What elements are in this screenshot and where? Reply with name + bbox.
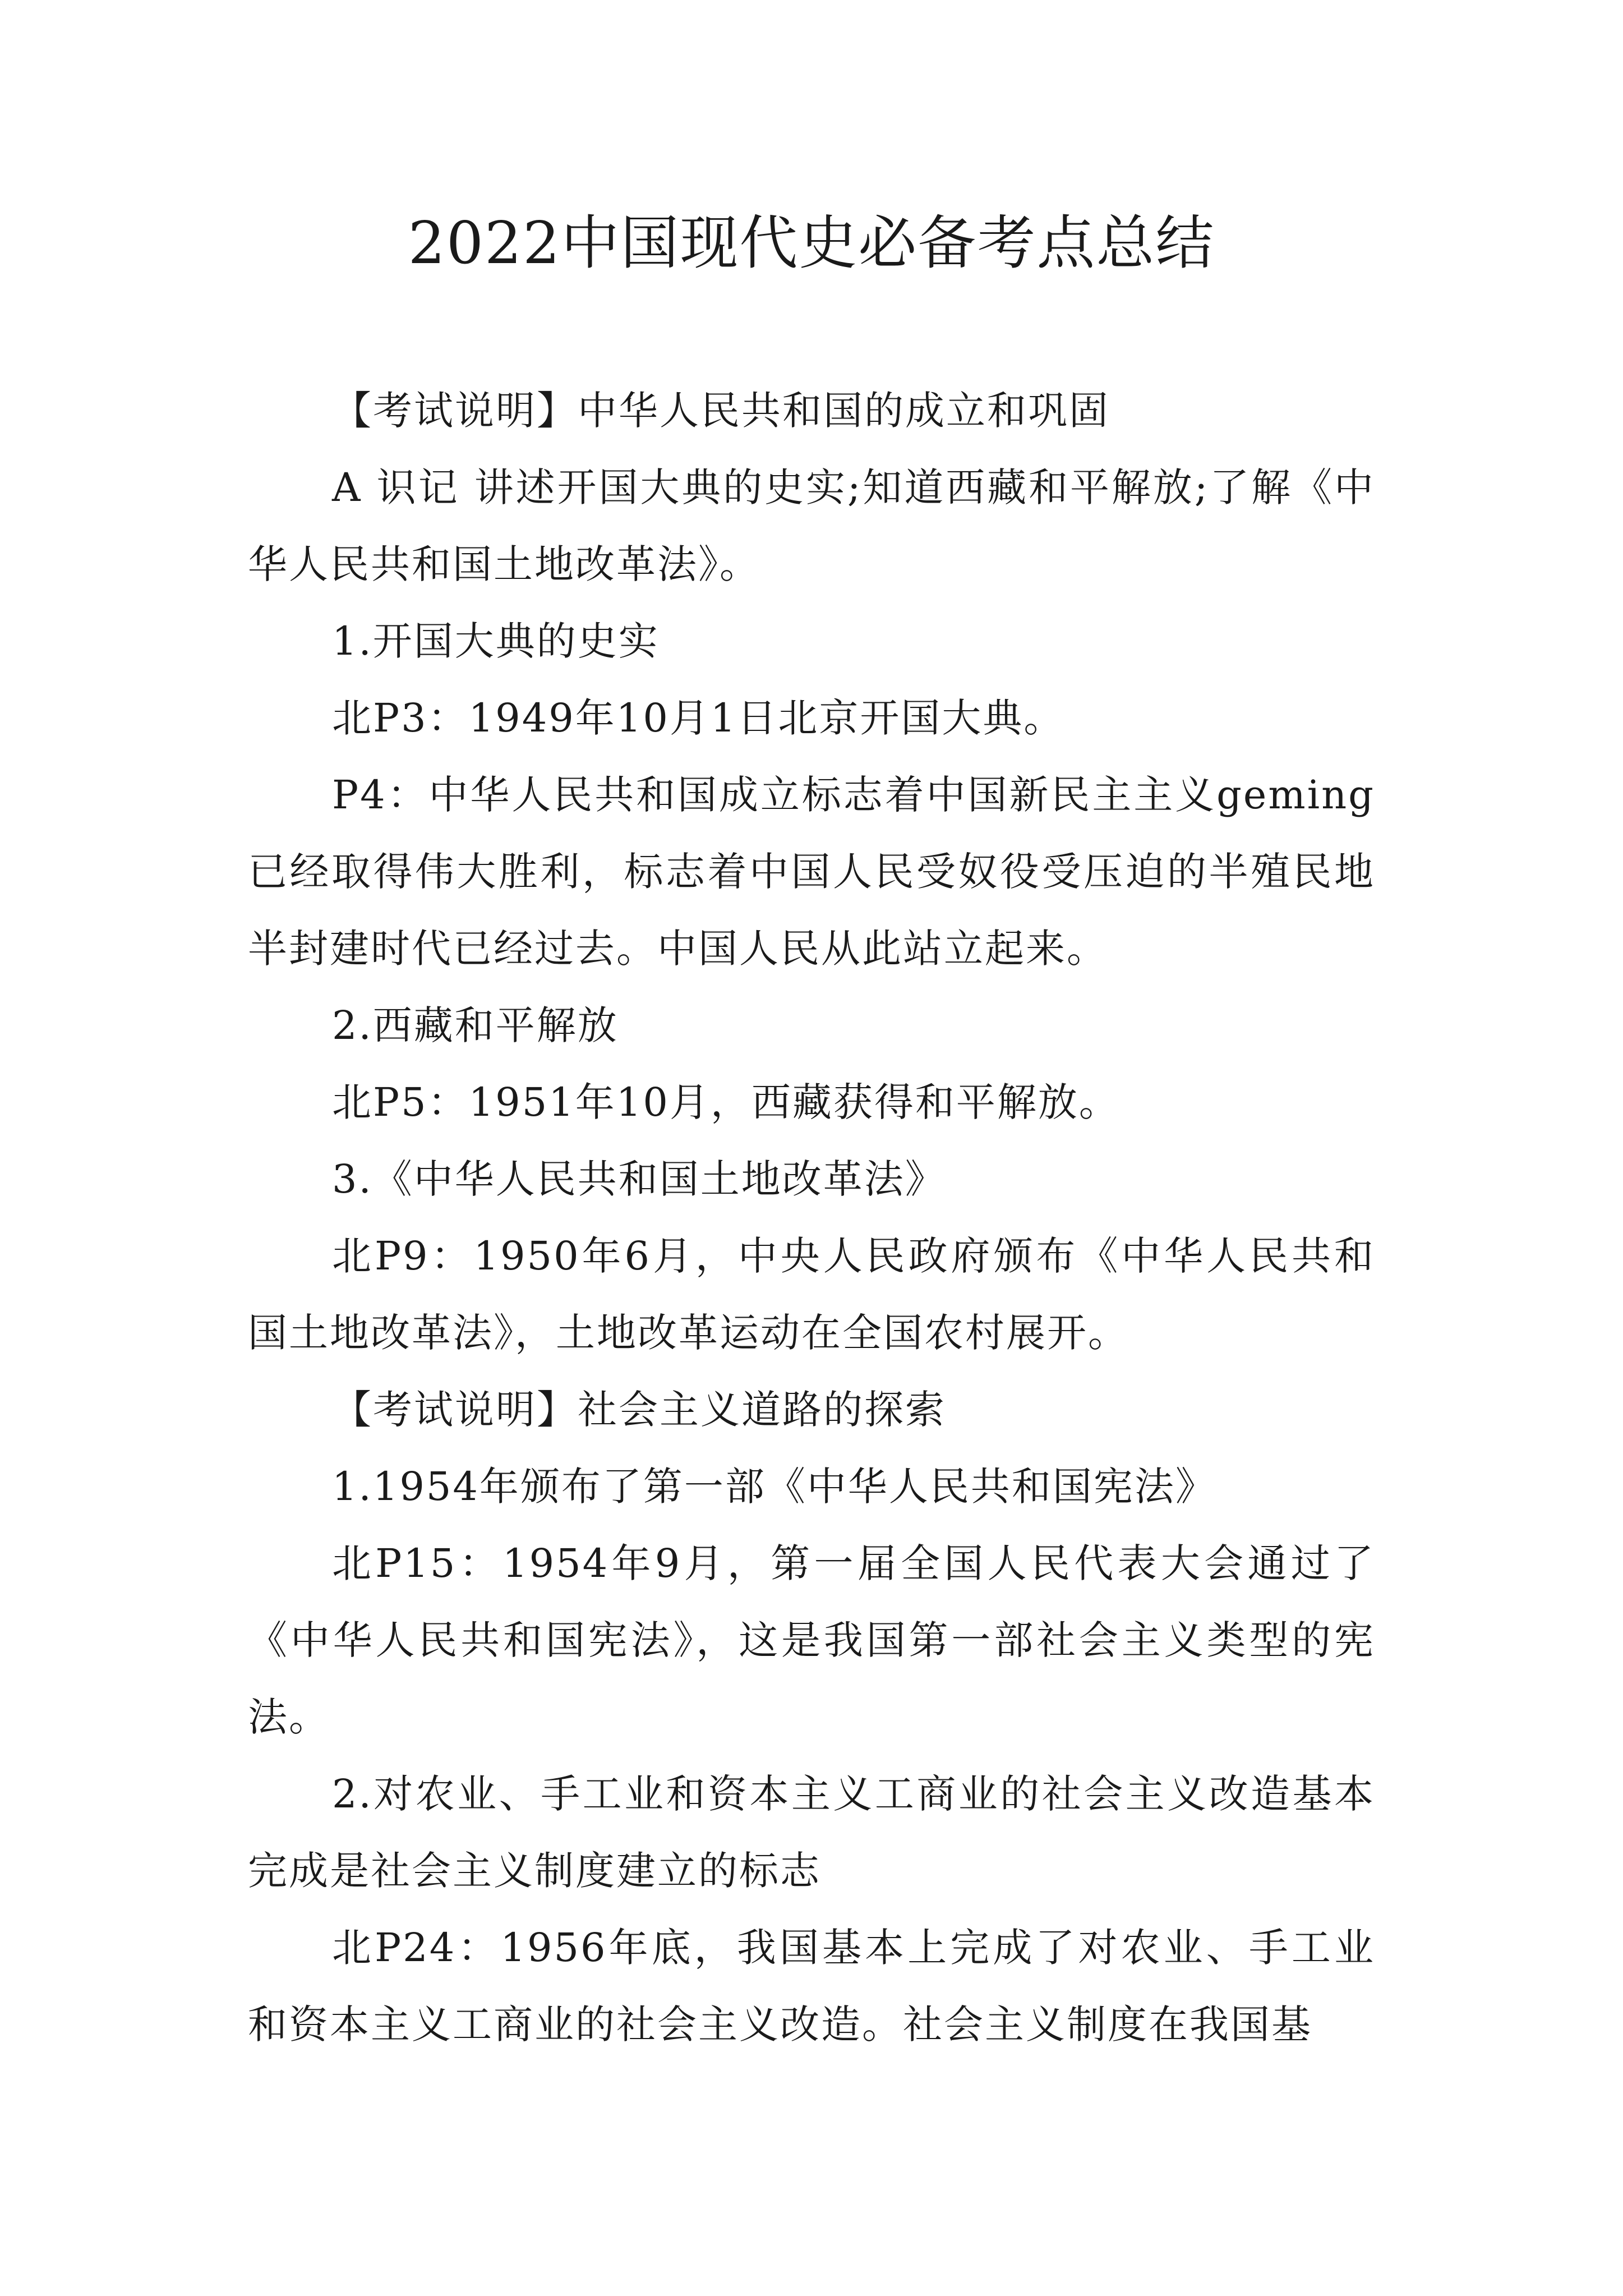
section-heading: 1.开国大典的史实: [332, 618, 660, 664]
section-heading: 3.《中华人民共和国土地改革法》: [332, 1156, 946, 1202]
paragraph: A 识记 讲述开国大典的史实;知道西藏和平解放;了解《中华人民共和国土地改革法》。: [248, 464, 1375, 587]
paragraph: 北P5：1951年10月，西藏获得和平解放。: [332, 1079, 1120, 1125]
document-title: 2022中国现代史必备考点总结: [408, 209, 1215, 277]
paragraph: 北P24：1956年底，我国基本上完成了对农业、手工业和资本主义工商业的社会主义改造。社会主义制度在我国基: [248, 1925, 1375, 2047]
exam-note-heading: 【考试说明】社会主义道路的探索: [332, 1387, 946, 1433]
paragraph: 北P15：1954年9月，第一届全国人民代表大会通过了《中华人民共和国宪法》，这是我国第一部社会主义类型的宪法。: [248, 1540, 1375, 1740]
document-body: [248, 372, 1375, 2063]
section-heading: 2.西藏和平解放: [332, 1002, 619, 1048]
paragraph: 北P9：1950年6月，中央人民政府颁布《中华人民共和国土地改革法》，土地改革运动在全国农村展开。: [248, 1233, 1375, 1356]
exam-note-heading: 【考试说明】中华人民共和国的成立和巩固: [332, 388, 1110, 434]
paragraph: 北P3：1949年10月1日北京开国大典。: [332, 695, 1065, 741]
section-heading: 2.对农业、手工业和资本主义工商业的社会主义改造基本完成是社会主义制度建立的标志: [248, 1771, 1375, 1894]
section-heading: 1.1954年颁布了第一部《中华人民共和国宪法》: [332, 1464, 1216, 1510]
paragraph: P4：中华人民共和国成立标志着中国新民主主义geming已经取得伟大胜利，标志着中国人民受奴役受压迫的半殖民地半封建时代已经过去。中国人民从此站立起来。: [248, 772, 1375, 972]
